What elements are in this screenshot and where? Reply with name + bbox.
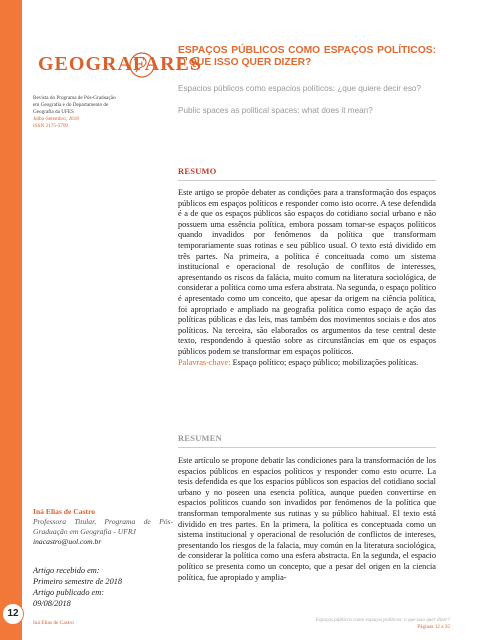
article-title: ESPAÇOS PÚBLICOS COMO ESPAÇOS POLÍTICOS: O QUE ISSO QUER DIZER? <box>178 45 436 68</box>
journal-info <box>33 95 168 130</box>
journal-issue: Julho-Setembro, 2018 <box>33 116 79 122</box>
resumo-body <box>178 188 436 368</box>
resumo-text: Este artigo se propõe debater as condições para a transformação dos espaços públicos em espaços políticos e responder como isto ocorre. A tese defendida é a de que os espaços públicos são espaços do cotidiano social urbano e não possuem uma essência política, embora possam tornar-se espaços políticos quando invadidos por fenômenos da política que transformam temporariamente suas rotinas e seu público usual. O texto está dividido em três partes. Na primeira, a política é conceituada como um sistema institucional e operacional de resolução de conflitos de interesses, apresentando os riscos da falácia, muito comum na literatura sociológica, de considerar a política como uma esfera abstrata. Na segunda, o espaço político é apresentado como um conceito, que apesar da origem na ciência política, foi apropriado e ampliado na geografia política como espaço de ação das políticas públicas e das leis, mas também dos movimentos sociais e dos atos políticos. Na terceira, são elaborados os argumentos da tese central deste texto, respondendo à questão sobre as circunstâncias em que os espaços públicos podem se transformar em espaços políticos. <box>178 188 436 356</box>
resumo-heading: RESUMO <box>178 167 217 176</box>
author-email: inacastro@uol.com.br <box>33 537 102 546</box>
published-date: 09/08/2018 <box>33 599 71 608</box>
article-title-es: Espacios públicos como espacios políticos: ¿que quiere decir eso? <box>178 84 422 93</box>
page-number: 12 <box>2 603 24 625</box>
resumen-heading: RESUMEN <box>178 434 222 443</box>
logo-text: GEOGRAFARES <box>38 53 202 75</box>
received-label: Artigo recebido em: <box>33 566 100 575</box>
article-title-en: Public spaces as political spaces: what does it mean? <box>178 106 373 115</box>
footer-title: Espaços públicos como espaços políticos: o que isso quer dizer? <box>315 617 450 623</box>
author-info <box>33 507 173 547</box>
author-role: Professora Titular, Programa de Pós-Graduação em Geografia - UFRJ <box>33 517 173 536</box>
journal-line-3: Geografia da UFES <box>33 109 74 115</box>
left-accent-bar <box>0 0 22 640</box>
footer-pages: Páginas 12 a 35 <box>417 624 450 630</box>
divider <box>178 447 436 448</box>
received-date: Primeiro semestre de 2018 <box>33 577 123 586</box>
journal-line-2: em Geografia e do Departamento de <box>33 102 109 108</box>
author-name: Iná Elias de Castro <box>33 507 96 516</box>
divider <box>178 180 436 181</box>
article-dates <box>33 565 173 609</box>
keywords-label: Palavras-chave: <box>178 357 231 367</box>
footer-running-head <box>316 617 450 631</box>
published-label: Artigo publicado em: <box>33 588 104 597</box>
journal-logo <box>38 48 202 82</box>
keywords: Espaço político; espaço público; mobilizações políticas. <box>230 357 419 367</box>
resumen-text: Este artículo se propone debatir las condiciones para la transformación de los espacios públicos en espacios políticos y responder como esto ocurre. La tesis defendida es que los espacios públicos son espacios del cotidiano social urbano y no poseen una esencia política, aunque pueden convertirse en espacios políticos cuando son invadidos por fenómenos de la política que transforman temporalmente sus rutinas y su público habitual. El texto está dividido en tres partes. En la primera, la política es conceptuada como un sistema institucional y operacional de resolución de conflictos de intereses, presentando los riesgos de la falacia, muy común en la literatura sociológica, de considerar la política como una esfera abstracta. En la segunda, el espacio político se presenta como un concepto, que a pesar del origen en la ciencia política, fue apropiado y amplia- <box>178 456 436 582</box>
journal-line-1: Revista do Programa de Pós-Graduação <box>33 95 116 101</box>
footer-author: Iná Elias de Castro <box>33 620 74 626</box>
journal-issn: ISSN 2175-3709 <box>33 123 69 129</box>
